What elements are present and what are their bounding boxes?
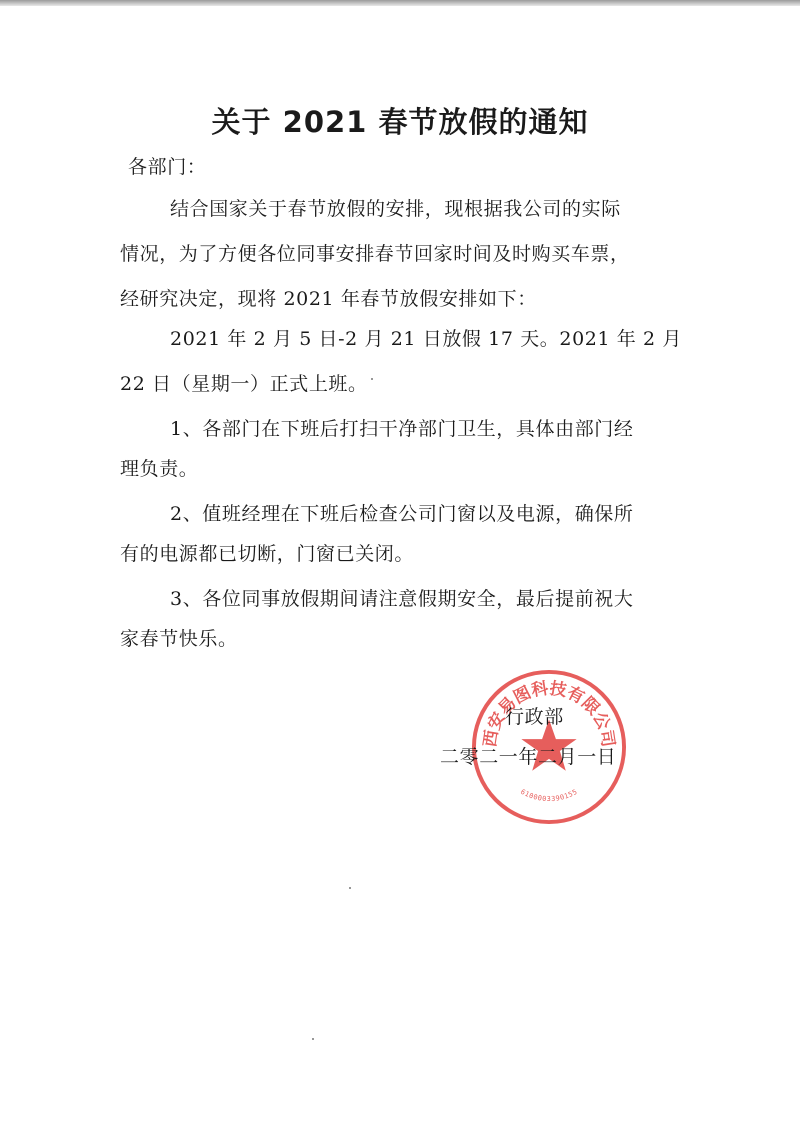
seal-number: 6100003390155: [519, 787, 579, 804]
item-1-line: 1、各部门在下班后打扫干净部门卫生，具体由部门经: [170, 418, 634, 440]
item-3-continuation: 家春节快乐。: [120, 628, 238, 650]
body-line-2: 情况，为了方便各位同事安排春节回家时间及时购买车票，: [120, 243, 630, 265]
signature-date: 二零二一年二月一日: [440, 746, 617, 768]
body-line-1: 结合国家关于春节放假的安排，现根据我公司的实际: [170, 198, 621, 220]
item-2-continuation: 有的电源都已切断，门窗已关闭。: [120, 543, 415, 565]
signature-department: 行政部: [505, 706, 564, 728]
scan-speck: [349, 887, 351, 889]
item-1-continuation: 理负责。: [120, 458, 199, 480]
svg-text:6100003390155: [519, 788, 579, 803]
return-to-work-line: 22 日（星期一）正式上班。: [120, 373, 368, 395]
item-2-line: 2、值班经理在下班后检查公司门窗以及电源，确保所: [170, 503, 634, 525]
item-3-line: 3、各位同事放假期间请注意假期安全，最后提前祝大: [170, 588, 634, 610]
document-title: 关于 2021 春节放假的通知: [211, 105, 589, 139]
holiday-dates-line: 2021 年 2 月 5 日-2 月 21 日放假 17 天。2021 年 2 月: [170, 328, 682, 350]
body-line-3: 经研究决定，现将 2021 年春节放假安排如下：: [120, 288, 537, 310]
scan-top-edge: [0, 0, 800, 6]
scan-speck: [312, 1038, 314, 1040]
scan-speck: [371, 378, 373, 380]
salutation: 各部门：: [128, 156, 207, 178]
seal-text: 西安易图科技有限公司: [479, 677, 619, 749]
